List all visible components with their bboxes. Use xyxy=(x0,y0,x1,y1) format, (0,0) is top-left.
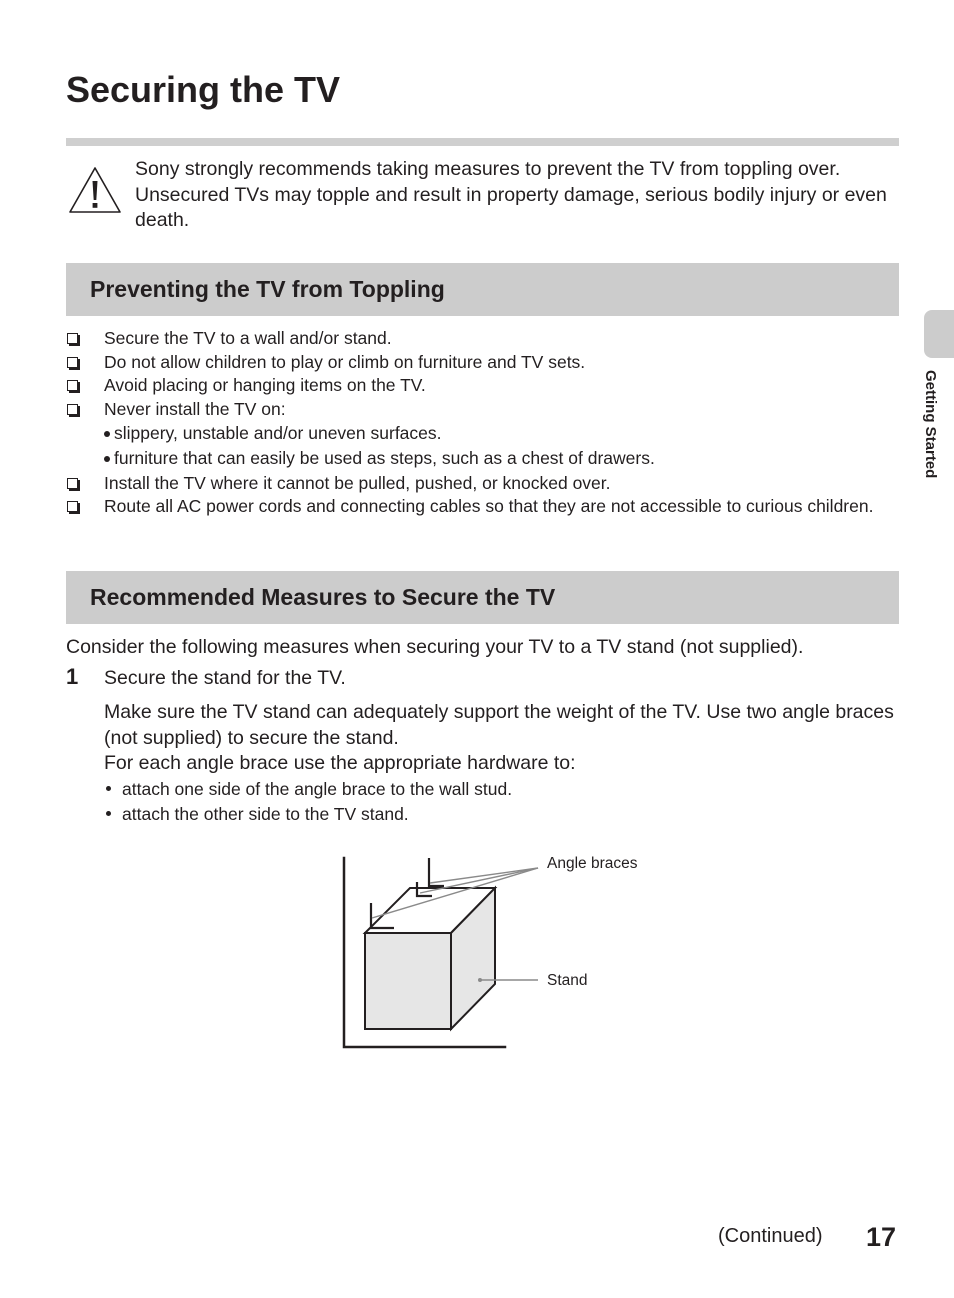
warning-text: Sony strongly recommends taking measures to prevent the TV from toppling over. Unsecured TVs may topple and result in property damage, serious bodily injury or even death. xyxy=(135,158,887,231)
sub-list xyxy=(104,422,896,470)
step-number: 1 xyxy=(66,664,79,689)
sub-list-item xyxy=(104,422,896,445)
checkbox-bullet-icon xyxy=(67,333,78,344)
bullet-dot-icon xyxy=(106,811,111,816)
side-tab xyxy=(924,310,954,358)
stand-illustration xyxy=(365,888,495,1029)
checkbox-bullet-icon xyxy=(67,404,78,415)
list-item xyxy=(66,327,896,350)
step-body xyxy=(104,700,899,777)
list-item xyxy=(66,495,896,518)
side-tab-label: Getting Started xyxy=(922,370,939,479)
list-item-text: Route all AC power cords and connecting cables so that they are not accessible to curious children. xyxy=(104,496,874,516)
label-stand: Stand xyxy=(547,972,588,989)
bullet-dot-icon xyxy=(106,786,111,791)
continued-label: (Continued) xyxy=(718,1225,823,1247)
list-item-text: Avoid placing or hanging items on the TV. xyxy=(104,375,426,395)
warning-triangle-icon xyxy=(68,166,122,214)
sub-list-item-text: slippery, unstable and/or uneven surfaces. xyxy=(114,422,442,443)
page-number: 17 xyxy=(866,1222,897,1252)
checkbox-bullet-icon xyxy=(67,478,78,489)
bullet-dot-icon xyxy=(104,456,110,462)
section-heading-band xyxy=(66,571,899,624)
list-item-text: Secure the TV to a wall and/or stand. xyxy=(104,328,392,348)
section-heading-preventing: Preventing the TV from Toppling xyxy=(90,276,445,302)
step-paragraph: For each angle brace use the appropriate hardware to: xyxy=(104,752,576,774)
checkbox-bullet-icon xyxy=(67,357,78,368)
title-rule xyxy=(66,138,899,146)
list-item xyxy=(66,374,896,397)
step-paragraph: Make sure the TV stand can adequately support the weight of the TV. Use two angle braces (not supplied) to secure the stand. xyxy=(104,701,894,749)
checkbox-bullet-icon xyxy=(67,501,78,512)
page-title: Securing the TV xyxy=(66,69,341,110)
list-item-text: attach one side of the angle brace to the wall stud. xyxy=(122,779,513,799)
hardware-list xyxy=(104,777,512,826)
intro-text: Consider the following measures when securing your TV to a TV stand (not supplied). xyxy=(66,636,804,658)
list-item xyxy=(66,398,896,470)
list-item xyxy=(66,472,896,495)
bullet-dot-icon xyxy=(104,431,110,437)
stand-diagram xyxy=(330,845,670,1060)
sub-list-item xyxy=(104,447,896,470)
list-item xyxy=(104,802,512,827)
list-item-text: Do not allow children to play or climb on furniture and TV sets. xyxy=(104,351,586,372)
section-heading-band xyxy=(66,263,899,316)
sub-list-item-text: furniture that can easily be used as steps, such as a chest of drawers. xyxy=(114,447,655,468)
checkbox-bullet-icon xyxy=(67,380,78,391)
section-heading-recommended: Recommended Measures to Secure the TV xyxy=(90,584,556,610)
precaution-list xyxy=(66,327,896,519)
list-item-text: Never install the TV on: xyxy=(104,398,286,419)
list-item-text: Install the TV where it cannot be pulled, pushed, or knocked over. xyxy=(104,472,611,493)
list-item-text: attach the other side to the TV stand. xyxy=(122,803,409,824)
label-angle-braces: Angle braces xyxy=(547,855,638,872)
list-item xyxy=(104,777,512,802)
step-title: Secure the stand for the TV. xyxy=(104,667,346,689)
callout-point xyxy=(478,978,482,982)
list-item xyxy=(66,351,896,374)
